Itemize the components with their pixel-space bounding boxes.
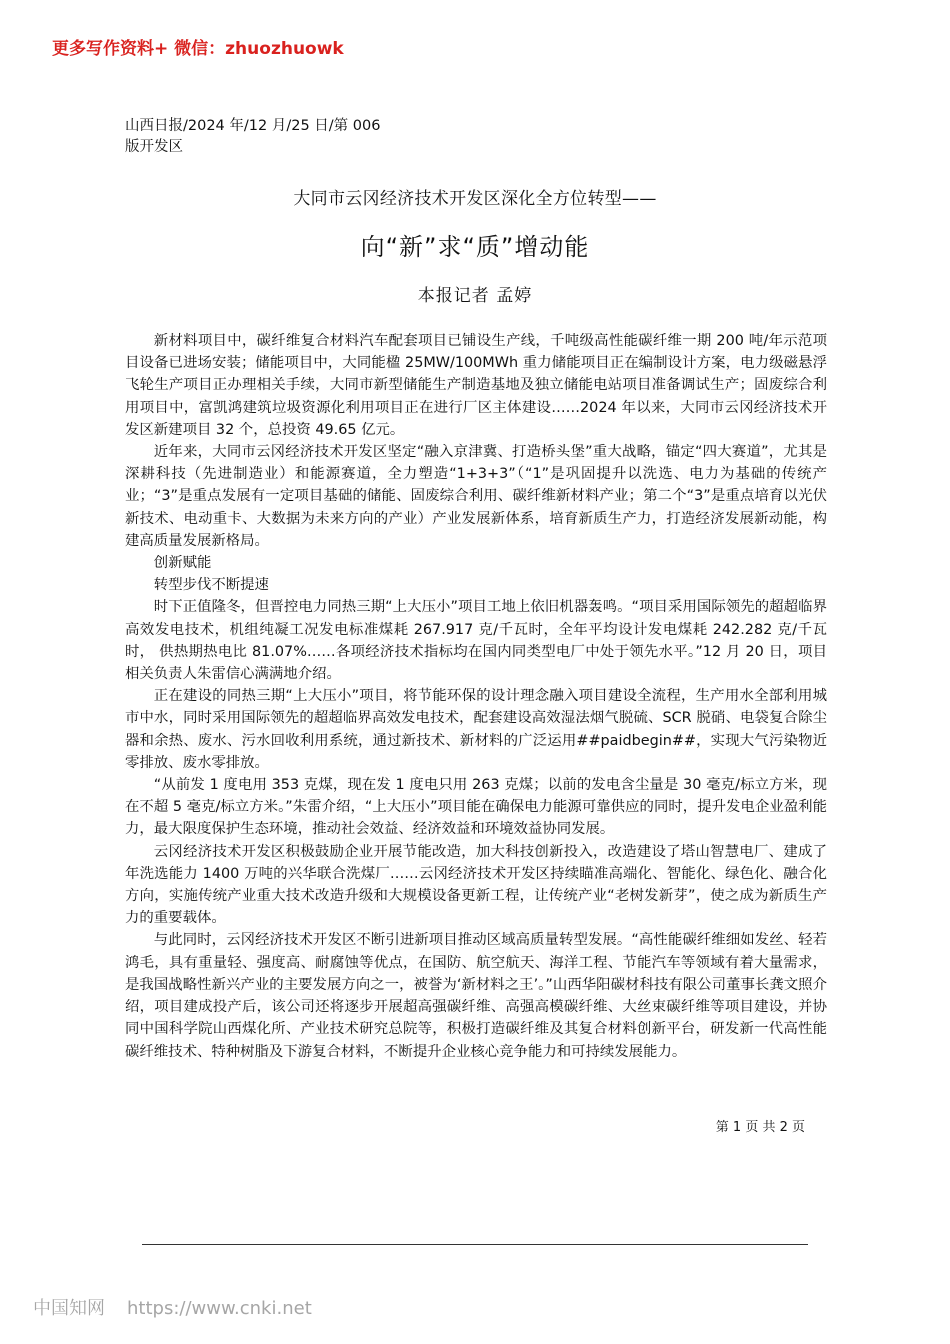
article-subtitle: 大同市云冈经济技术开发区深化全方位转型—— (293, 189, 657, 209)
section-subheading: 转型步伐不断提速 (153, 577, 269, 594)
source-line-2: 版开发区 (125, 139, 183, 155)
footer-divider (142, 1244, 808, 1245)
paragraph: 云冈经济技术开发区积极鼓励企业开展节能改造，加大科技创新投入，改造建设了塔山智慧电厂、建成了年洗选能力 1400 万吨的兴华联合洗煤厂……云冈经济技术开发区持续瞄准高端化、智能化、绿色化、融合化方向，实施传统产业重大技术改造升级和大规模设备更新工程，让传统产业“老树发新芽”，使之成为新质生产力的重要载体。 (125, 843, 827, 927)
article-title: 向“新”求“质”增动能 (360, 233, 590, 261)
section-heading: 创新赋能 (153, 555, 212, 572)
paragraph: 正在建设的同热三期“上大压小”项目，将节能环保的设计理念融入项目建设全流程，生产用水全部利用城市中水，同时采用国际领先的超超临界高效发电技术，配套建设高效湿法烟气脱硫、SCR 脱硝、电袋复合除尘器和余热、废水、污水回收利用系统，通过新技术、新材料的广泛运用##paidbegin##，实现大气污染物近零排放、废水零排放。 (125, 688, 827, 771)
paragraph: “从前发 1 度电用 353 克煤，现在发 1 度电只用 263 克煤；以前的发电含尘量是 30 毫克/标立方米，现在不超 5 毫克/标立方米。”朱雷介绍，“上大压小”项目能在确保电力能源可靠供应的同时，提升发电企业盈利能力，最大限度保护生态环境，推动社会效益、经济效益和环境效益协同发展。 (125, 777, 827, 838)
watermark-url: https://www.cnki.net (127, 1298, 312, 1319)
article-byline: 本报记者 孟婷 (417, 286, 533, 306)
source-info (125, 116, 825, 158)
paragraph: 近年来，大同市云冈经济技术开发区坚定“融入京津冀、打造桥头堡”重大战略，锚定“四大赛道”，尤其是深耕科技（先进制造业）和能源赛道，全力塑造“1+3+3”（“1”是巩固提升以洗选、电力为基础的传统产业；“3”是重点发展有一定项目基础的储能、固废综合利用、碳纤维新材料产业；第二个“3”是重点培育以光伏新技术、电动重卡、大数据为未来方向的产业）产业发展新体系，培育新质生产力，打造经济发展新动能，构建高质量发展新格局。 (125, 444, 827, 549)
promo-banner: 更多写作资料+ 微信：zhuozhuowk (52, 39, 344, 59)
source-line-1: 山西日报/2024 年/12 月/25 日/第 006 (125, 118, 381, 134)
paragraph: 新材料项目中，碳纤维复合材料汽车配套项目已铺设生产线，千吨级高性能碳纤维一期 200 吨/年示范项目设备已进场安装；储能项目中，大同能楹 25MW/100MWh 重力储能项目正在编制设计方案，电力级磁悬浮飞轮生产项目正办理相关手续，大同市新型储能生产制造基地及独立储能电站项目准备调试生产；固废综合利用项目中，富凯鸿建筑垃圾资源化利用项目正在进行厂区主体建设……2024 年以来，大同市云冈经济技术开发区新建项目 32 个，总投资 49.65 亿元。 (125, 333, 827, 438)
paragraph: 时下正值隆冬，但晋控电力同热三期“上大压小”项目工地上依旧机器轰鸣。“项目采用国际领先的超超临界高效发电技术，机组纯凝工况发电标准煤耗 267.917 克/千瓦时，全年平均设计发电煤耗 242.282 克/千瓦时， 供热期热电比 81.07%……各项经济技术指标均在国内同类型电厂中处于领先水平。”12 月 20 日，项目相关负责人朱雷信心满满地介绍。 (125, 599, 827, 683)
watermark-site: 中国知网 (33, 1298, 105, 1319)
cnki-watermark (33, 1294, 312, 1320)
article-body (125, 330, 827, 1063)
paragraph: 与此同时，云冈经济技术开发区不断引进新项目推动区域高质量转型发展。“高性能碳纤维细如发丝、轻若鸿毛，具有重量轻、强度高、耐腐蚀等优点，在国防、航空航天、海洋工程、节能汽车等领域有着大量需求，是我国战略性新兴产业的主要发展方向之一，被誉为‘新材料之王’。”山西华阳碳材科技有限公司董事长龚文照介绍，项目建成投产后，该公司还将逐步开展超高强碳纤维、高强高模碳纤维、大丝束碳纤维等项目建设，并协同中国科学院山西煤化所、产业技术研究总院等，积极打造碳纤维及其复合材料创新平台，研发新一代高性能碳纤维技术、特种树脂及下游复合材料，不断提升企业核心竞争能力和可持续发展能力。 (125, 932, 827, 1060)
page-number: 第 1 页 共 2 页 (715, 1120, 805, 1135)
